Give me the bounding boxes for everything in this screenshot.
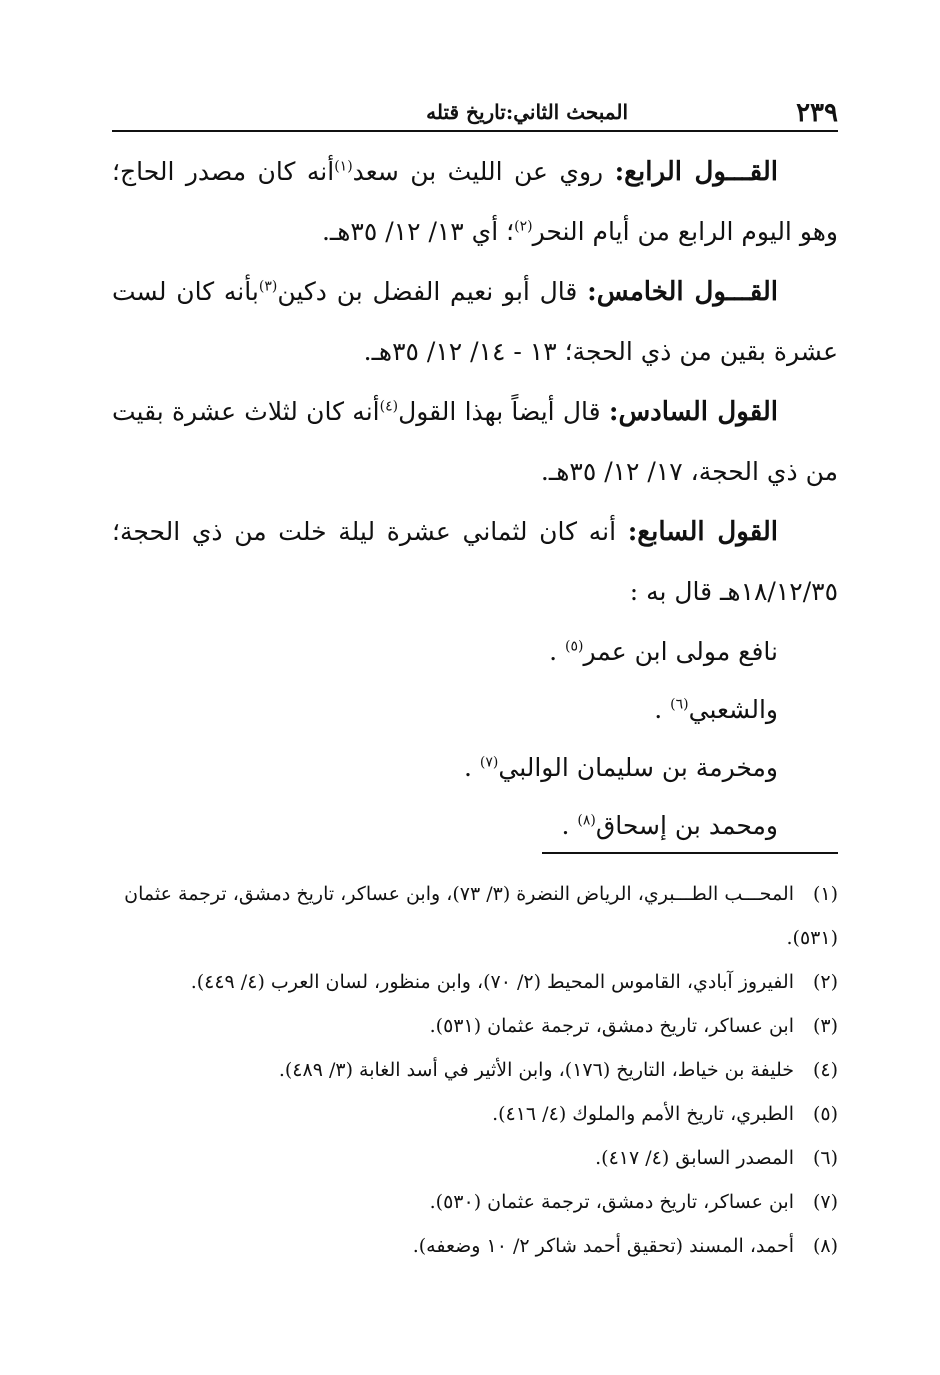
footnote: [112, 872, 838, 960]
page-number: ٢٣٩: [796, 98, 838, 128]
paragraph-text: بأنه كان لست عشرة بقين من ذي الحجة؛ ١٣ - ١٤/ ١٢/ ٣٥هـ.: [112, 277, 838, 366]
footnote: [112, 960, 838, 1004]
paragraph-label: القول السابع:: [627, 517, 779, 547]
narrator-name: ومخرمة بن سليمان الوالبي: [498, 753, 778, 782]
footnote: [112, 1180, 838, 1224]
list-item-end: .: [549, 637, 565, 666]
paragraph-sixth-opinion: [112, 382, 838, 502]
paragraph-label: القـــول الخامس:: [587, 277, 778, 307]
footnote-ref[interactable]: (١): [334, 158, 353, 175]
footnote-text: ابن عساكر، تاريخ دمشق، ترجمة عثمان (٥٣١).: [429, 1015, 794, 1037]
footnote-text: ابن عساكر، تاريخ دمشق، ترجمة عثمان (٥٣٠).: [429, 1191, 794, 1213]
footnote: [112, 1224, 838, 1268]
footnote-text: الطبري، تاريخ الأمم والملوك (٤/ ٤١٦).: [492, 1103, 794, 1125]
narrator-list: [112, 622, 838, 854]
narrator-name: والشعبي: [688, 695, 778, 724]
footnote: [112, 1092, 838, 1136]
footnote: [112, 1004, 838, 1048]
list-item: [112, 622, 778, 680]
paragraph-text: قال أيضاً بهذا القول: [398, 397, 609, 426]
footnote-separator: [542, 852, 838, 854]
paragraph-seventh-opinion: [112, 502, 838, 622]
chapter-title: المبحث الثاني:تاريخ قتله: [426, 100, 628, 124]
list-item: [112, 796, 778, 854]
footnote-ref[interactable]: (٤): [379, 398, 399, 415]
footnote-ref[interactable]: (٥): [565, 638, 584, 655]
footnote-ref[interactable]: (٢): [514, 218, 533, 235]
narrator-name: نافع مولى ابن عمر: [583, 637, 778, 666]
footnote: [112, 1048, 838, 1092]
main-text: [112, 142, 838, 854]
footnote-ref[interactable]: (٨): [577, 812, 596, 829]
paragraph-text: أنه كان لثلاث عشرة بقيت من ذي الحجة، ١٧/ ١٢/ ٣٥هـ.: [112, 397, 838, 486]
paragraph-text: أنه كان لثماني عشرة ليلة خلت من ذي الحجة؛ ١٨/١٢/٣٥هـ قال به :: [112, 517, 838, 606]
paragraph-text: أنه كان مصدر الحاج؛ وهو اليوم الرابع من أيام النحر: [112, 157, 838, 246]
paragraph-text: قال أبو نعيم الفضل بن دكين: [277, 277, 588, 306]
paragraph-text: ؛ أي ١٣/ ١٢/ ٣٥هـ.: [321, 217, 515, 246]
footnote-ref[interactable]: (٣): [258, 278, 278, 295]
paragraph-text: روي عن الليث بن سعد: [352, 157, 615, 186]
list-item-end: .: [561, 811, 578, 840]
footnote-text: أحمد، المسند (تحقيق أحمد شاكر ٢/ ١٠ وضعفه).: [412, 1235, 794, 1257]
list-item-end: .: [654, 695, 671, 724]
footnote-number: (٧): [812, 1191, 838, 1213]
footnote-number: (١): [812, 883, 838, 905]
paragraph-label: القول السادس:: [608, 397, 778, 427]
footnote-number: (٦): [812, 1147, 838, 1169]
footnote-text: الفيروز آبادي، القاموس المحيط (٢/ ٧٠)، وابن منظور، لسان العرب (٤/ ٤٤٩).: [190, 971, 794, 993]
footnote-ref[interactable]: (٦): [670, 696, 689, 713]
footnote-number: (٢): [812, 971, 838, 993]
footnote-text: خليفة بن خياط، التاريخ (١٧٦)، وابن الأثير في أسد الغابة (٣/ ٤٨٩).: [278, 1059, 794, 1081]
footnote-text: المحـــب الطـــبري، الرياض النضرة (٣/ ٧٣)، وابن عساكر، تاريخ دمشق، ترجمة عثمان (٥٣١).: [124, 883, 838, 949]
paragraph-fifth-opinion: [112, 262, 838, 382]
book-page: [112, 92, 838, 1292]
paragraph-fourth-opinion: [112, 142, 838, 262]
footnote-ref[interactable]: (٧): [479, 754, 499, 771]
narrator-name: ومحمد بن إسحاق: [595, 811, 778, 840]
footnote: [112, 1136, 838, 1180]
running-header: [112, 92, 838, 132]
paragraph-label: القـــول الرابع:: [614, 157, 778, 187]
footnotes: [112, 872, 838, 1268]
list-item: [112, 680, 778, 738]
footnote-number: (٣): [812, 1015, 838, 1037]
footnote-number: (٨): [812, 1235, 838, 1257]
footnote-number: (٤): [812, 1059, 838, 1081]
footnote-number: (٥): [812, 1103, 838, 1125]
footnote-text: المصدر السابق (٤/ ٤١٧).: [595, 1147, 794, 1169]
list-item-end: .: [463, 753, 480, 782]
list-item: [112, 738, 778, 796]
